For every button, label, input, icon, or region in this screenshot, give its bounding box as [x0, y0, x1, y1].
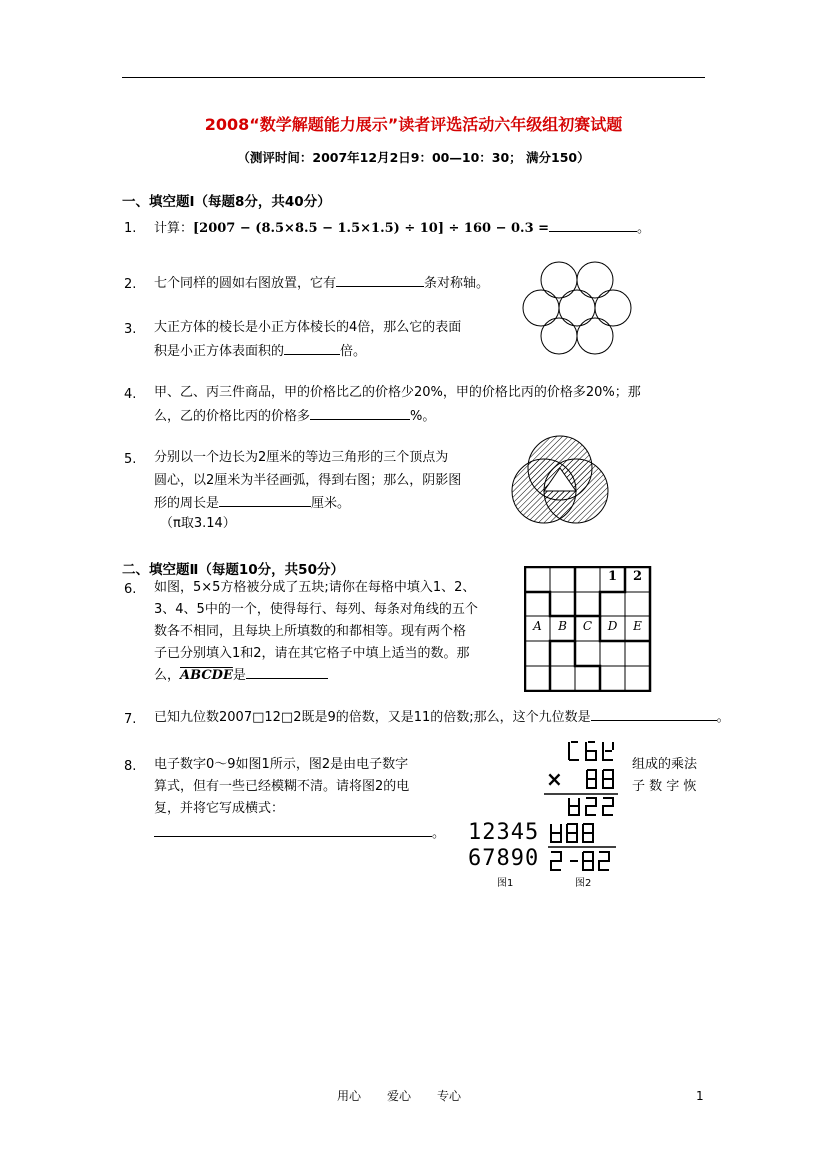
- q1-end: 。: [637, 221, 651, 236]
- footer-text-1: 用心: [337, 1089, 362, 1103]
- times-sign: ×: [546, 767, 563, 791]
- q6-line5a: 么，: [154, 668, 181, 683]
- question-3-line1: 大正方体的棱长是小正方体棱长的4倍，那么它的表面: [154, 320, 462, 335]
- q1-prefix: 计算：: [154, 221, 194, 236]
- grid-5x5: [524, 566, 652, 692]
- q7-end: 。: [716, 710, 730, 725]
- answer-blank[interactable]: [336, 272, 424, 287]
- question-number: 8.: [124, 759, 137, 774]
- answer-blank[interactable]: [246, 664, 328, 679]
- section-heading-2: 二、填空题Ⅱ（每题10分，共50分）: [122, 562, 344, 578]
- question-8-answer: [154, 822, 445, 846]
- question-8-line3: 复，并将它写成横式：: [154, 801, 285, 816]
- footer-text-2: 爱心: [387, 1089, 412, 1103]
- top-rule: [122, 77, 705, 78]
- question-6-line2: 3、4、5中的一个，使得每行、每列、每条对角线的五个: [154, 602, 478, 617]
- question-number: 2.: [124, 277, 137, 292]
- grid-letter-e: E: [633, 619, 642, 633]
- question-2: [154, 272, 489, 296]
- grid-letter-a: A: [533, 619, 542, 633]
- q4-line2b: %。: [410, 409, 436, 424]
- figure-2-label: 图2: [575, 878, 592, 889]
- question-number: 7.: [124, 712, 137, 727]
- fig1-digits-row1: 12345: [468, 820, 540, 845]
- question-number: 6.: [124, 582, 137, 597]
- grid-cell-1: 1: [607, 569, 618, 584]
- question-number: 1.: [124, 221, 137, 236]
- q2-text: 七个同样的圆如右图放置，它有: [154, 276, 337, 291]
- page-number: 1: [696, 1089, 704, 1103]
- q7-text: 已知九位数2007□12□2既是9的倍数，又是11的倍数;那么，这个九位数是: [154, 710, 591, 725]
- q4-line2a: 么，乙的价格比丙的价格多: [154, 409, 311, 424]
- question-8-line1a: 电子数字0～9如图1所示，图2是由电子数字: [154, 757, 409, 772]
- q3-line2a: 积是小正方体表面积的: [154, 344, 285, 359]
- question-8-line2a: 算式，但有一些已经模糊不清。请将图2的电: [154, 779, 410, 794]
- question-5-note: （π取3.14）: [160, 516, 236, 531]
- grid-letter-d: D: [607, 619, 618, 633]
- fig1-digits-row2: 67890: [468, 846, 540, 871]
- section-heading-1: 一、填空题Ⅰ（每题8分，共40分）: [122, 194, 331, 210]
- q2-end: 条对称轴。: [424, 276, 490, 291]
- q6-line5b: 是: [232, 668, 246, 683]
- question-6-line3: 数各不相同，且每块上所填数的和都相等。现有两个格: [154, 624, 467, 639]
- question-5-line1: 分别以一个边长为2厘米的等边三角形的三个顶点为: [154, 450, 449, 465]
- question-5-line2: 圆心，以2厘米为半径画弧，得到右图；那么，阴影图: [154, 473, 462, 488]
- question-7: [154, 706, 730, 730]
- answer-blank[interactable]: [549, 217, 637, 232]
- question-3-line2: [154, 340, 366, 364]
- page-title: 2008“数学解题能力展示”读者评选活动六年级组初赛试题: [204, 115, 623, 134]
- q1-formula: [2007 − (8.5×8.5 − 1.5×1.5) ÷ 10] ÷ 160 − 0.3 =: [193, 221, 550, 236]
- question-8-line1b: 组成的乘法: [632, 757, 698, 772]
- answer-blank[interactable]: [284, 340, 340, 355]
- seven-circles-figure: [520, 259, 638, 359]
- question-6-line1: 如图，5×5方格被分成了五块;请你在每格中填入1、2、: [154, 580, 476, 595]
- grid-letter-b: B: [558, 619, 567, 633]
- question-number: 4.: [124, 387, 137, 402]
- q5-line3b: 厘米。: [311, 496, 351, 511]
- q3-line2b: 倍。: [340, 344, 367, 359]
- page-subtitle: （测评时间：2007年12月2日9：00—10：30； 满分150）: [237, 150, 590, 165]
- digital-multiplication-figure: [540, 738, 620, 816]
- question-number: 5.: [124, 452, 137, 467]
- question-4-line1: 甲、乙、丙三件商品，甲的价格比乙的价格少20%，甲的价格比丙的价格多20%；那: [154, 385, 641, 400]
- grid-cell-2: 2: [632, 569, 643, 584]
- figure-1-label: 图1: [497, 878, 514, 889]
- q5-line3a: 形的周长是: [154, 496, 220, 511]
- question-6-line5: [154, 664, 328, 688]
- question-number: 3.: [124, 322, 137, 337]
- question-8-line2b: 子 数 字 恢: [632, 779, 697, 794]
- abcde-number: ABCDE: [180, 668, 233, 683]
- answer-blank[interactable]: [219, 492, 311, 507]
- question-4-line2: [154, 405, 435, 429]
- answer-blank[interactable]: [310, 405, 410, 420]
- fig2-lower-digits: [548, 820, 618, 876]
- arcs-figure: [510, 432, 610, 524]
- question-1: [154, 217, 650, 241]
- answer-blank[interactable]: [154, 822, 432, 837]
- grid-letter-c: C: [582, 619, 593, 633]
- q8-end: 。: [432, 826, 446, 841]
- question-6-line4: 子已分别填入1和2，请在其它格子中填上适当的数。那: [154, 646, 470, 661]
- footer-text-3: 专心: [437, 1089, 462, 1103]
- answer-blank[interactable]: [591, 706, 717, 721]
